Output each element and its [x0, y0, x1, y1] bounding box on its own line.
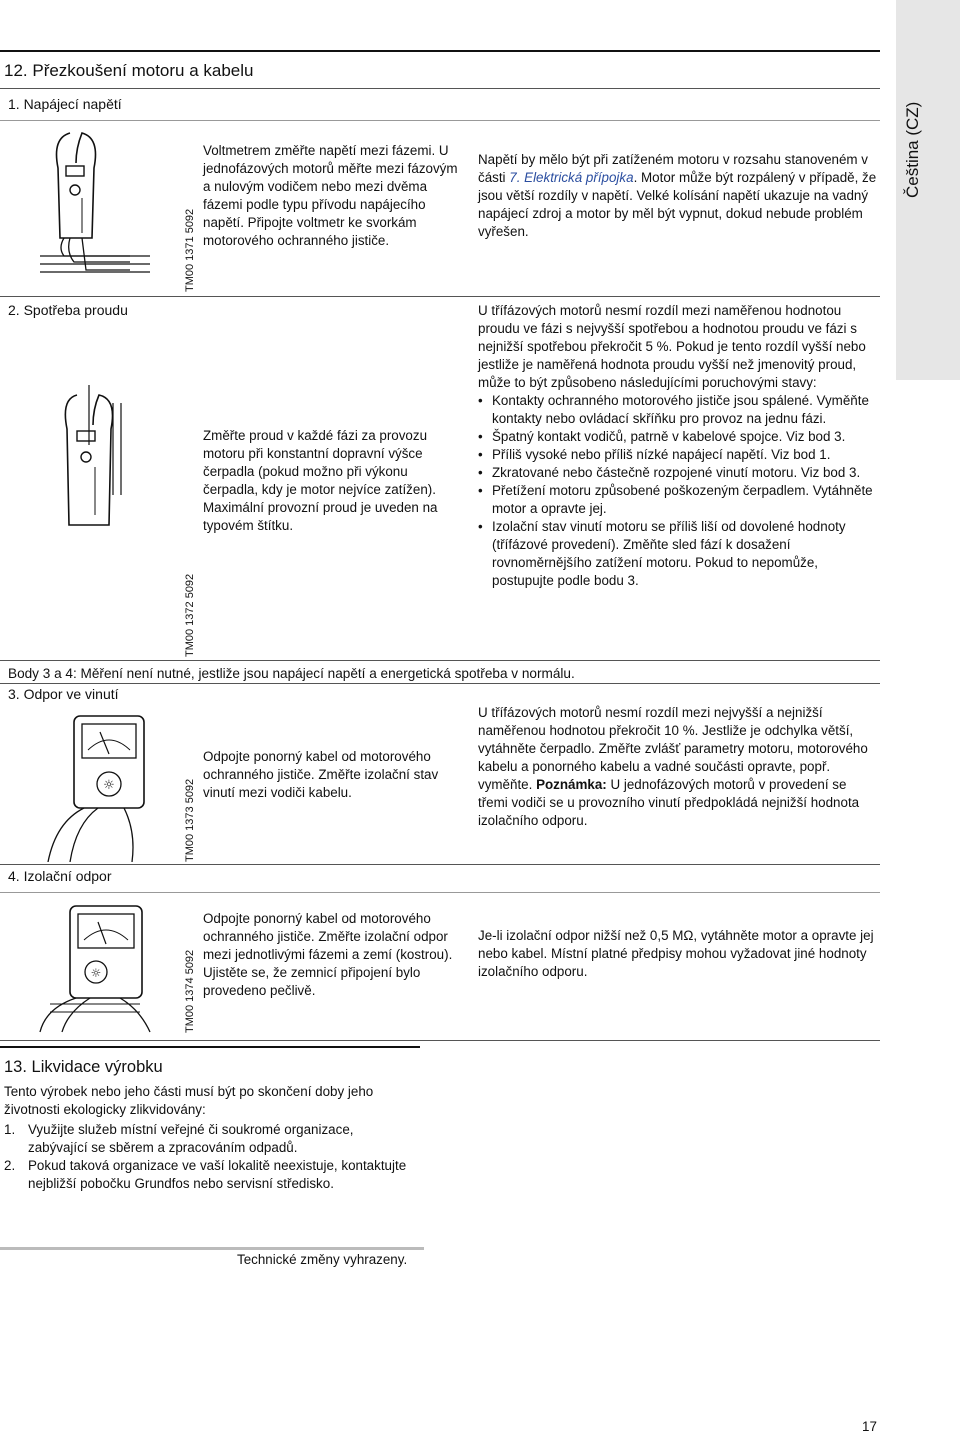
fault-item: • Zkratované nebo částečně rozpojené vinutí motoru. Viz bod 3.: [478, 464, 878, 482]
item1-note-part1: Napětí by mělo být při zatíženém motoru v rozsahu stanoveném v části: [478, 152, 868, 185]
ohmmeter-winding-illustration: [36, 712, 176, 862]
item2-note-intro: U třífázových motorů nesmí rozdíl mezi naměřenou hodnotou proudu ve fázi s nejvyšší spotřebou a hodnotou proudu ve fázi s nejnižší spotřebou překročit 5 %. Pokud je tento rozdíl vyšší nebo jestliže je naměřená hodnota proudu vyšší než jmenovitý proud, může to být způsobeno následujícími poruchovými stavy:: [478, 303, 866, 390]
item1-note: [478, 151, 878, 241]
fault-list: [478, 392, 878, 590]
item4-heading-rule: [0, 892, 880, 893]
fault-item: • Špatný kontakt vodičů, patrně v kabelové spojce. Viz bod 3.: [478, 428, 878, 446]
footer-note: Technické změny vyhrazeny.: [237, 1252, 408, 1267]
item4-instruction: Odpojte ponorný kabel od motorového ochranného jističe. Změřte izolační odpor mezi jednotlivými fázemi a zemí (kostrou). Ujistěte se, že zemnicí připojení bylo provedeno pečlivě.: [203, 911, 453, 998]
svg-text:☼: ☼: [90, 966, 102, 980]
item3-note-after: U jednofázových motorů v provedení se třemi vodiči se u provozního vinutí předpokládá nejnižší hodnota izolačního odporu.: [478, 777, 860, 828]
page-number: 17: [862, 1419, 877, 1434]
item2-note: [478, 302, 878, 590]
disposal-steps: [4, 1121, 414, 1193]
section13-title: 13. Likvidace výrobku: [4, 1058, 163, 1076]
clamp-meter-illustration: [30, 128, 160, 278]
clamp-meter-current-illustration: [55, 385, 135, 535]
item2-bottom-rule: [0, 660, 880, 661]
section13-steps: [4, 1121, 414, 1193]
item2-instruction: Změřte proud v každé fázi za provozu motoru při konstantní dopravní výšce čerpadla (pokud možno při výkonu čerpadla, kdy je motor nejvíce zatížen). Maximální provozní proud je uveden na typovém štítku.: [203, 428, 438, 533]
item3-note-text: U třífázových motorů nesmí rozdíl mezi nejvyšší a nejnižší naměřenou hodnotou překročit 10 %. Jestliže je odchylka větší, vytáhněte čerpadlo. Změřte zvlášť parametry motoru, motorového kabelu a ponorného kabelu a vadné součásti opravte, popř. vyměňte.: [478, 705, 868, 792]
item3-heading: 3. Odpor ve vinutí: [8, 686, 119, 702]
body-note: Body 3 a 4: Měření není nutné, jestliže jsou napájecí napětí a energetická spotřeba v normálu.: [8, 666, 575, 681]
body-note-rule: [0, 683, 880, 684]
disposal-step: 1. Využijte služeb místní veřejné či soukromé organizace, zabývající se sběrem a zpracováním odpadů.: [4, 1122, 354, 1155]
svg-text:☼: ☼: [103, 778, 115, 793]
fault-item: • Příliš vysoké nebo příliš nízké napájecí napětí. Viz bod 1.: [478, 446, 878, 464]
section12-top-rule: [0, 50, 880, 52]
item1-note-part2: . Motor může být rozpálený v případě, že jsou větší rozdíly v napětí. Velké kolísání napětí ukazuje na vadný napájecí zdroj a motor by měl být vypnut, dokud nebude problém vyřešen.: [478, 170, 877, 239]
item1-instruction: Voltmetrem změřte napětí mezi fázemi. U jednofázových motorů měřte mezi fázovým a nulovým vodičem nebo mezi dvěma fázemi podle typu přívodu napájecího napětí. Připojte voltmetr ke svorkám motorového ochranného jističe.: [203, 143, 458, 248]
section12-title: 12. Přezkoušení motoru a kabelu: [4, 61, 254, 80]
item1-bottom-rule: [0, 296, 880, 297]
item4-note: Je-li izolační odpor nižší než 0,5 MΩ, vytáhněte motor a opravte jej nebo kabel. Místní platné předpisy mohou vyžadovat jiné hodnoty izolačního odporu.: [478, 928, 874, 979]
item4-heading: 4. Izolační odpor: [8, 868, 112, 884]
item4-figure-code: TM00 1374 5092: [184, 949, 196, 1033]
item3-note-label: Poznámka:: [536, 777, 607, 792]
fault-item: • Izolační stav vinutí motoru se příliš liší od dovolené hodnoty (třífázové provedení). Změňte sled fází k dosažení rovnoměrnějšího zatížení motoru. Pokud to nepomůže, postupujte podle bodu 3.: [478, 518, 878, 590]
section13-top-rule: [0, 1046, 420, 1048]
disposal-step: 2. Pokud taková organizace ve vaší lokalitě neexistuje, kontaktujte nejbližší pobočku Grundfos nebo servisní středisko.: [4, 1158, 407, 1191]
item1-heading-rule: [0, 120, 880, 121]
item2-heading: 2. Spotřeba proudu: [8, 302, 128, 318]
fault-item: • Kontakty ochranného motorového jističe jsou spálené. Vyměňte kontakty nebo ovládací skříňku pro provoz na jednu fázi.: [478, 392, 878, 428]
item3-bottom-rule: [0, 864, 880, 865]
section12-title-rule: [0, 88, 880, 89]
item1-figure-code: TM00 1371 5092: [184, 208, 196, 292]
item4-bottom-rule: [0, 1040, 880, 1041]
footer-rule: [0, 1247, 424, 1250]
item2-figure-code: TM00 1372 5092: [184, 573, 196, 657]
item3-note: [478, 704, 878, 830]
ohmmeter-insulation-illustration: [20, 904, 170, 1034]
fault-item: • Přetížení motoru způsobené poškozeným čerpadlem. Vytáhněte motor a opravte jej.: [478, 482, 878, 518]
item1-heading: 1. Napájecí napětí: [8, 96, 122, 112]
item3-instruction: Odpojte ponorný kabel od motorového ochranného jističe. Změřte izolační stav vinutí mezi vodiči kabelu.: [203, 749, 439, 800]
section13-intro: Tento výrobek nebo jeho části musí být po skončení doby jeho životnosti ekologicky zlikvidovány:: [4, 1084, 374, 1117]
electrical-connection-link[interactable]: 7. Elektrická přípojka: [509, 170, 634, 185]
item3-figure-code: TM00 1373 5092: [184, 778, 196, 862]
